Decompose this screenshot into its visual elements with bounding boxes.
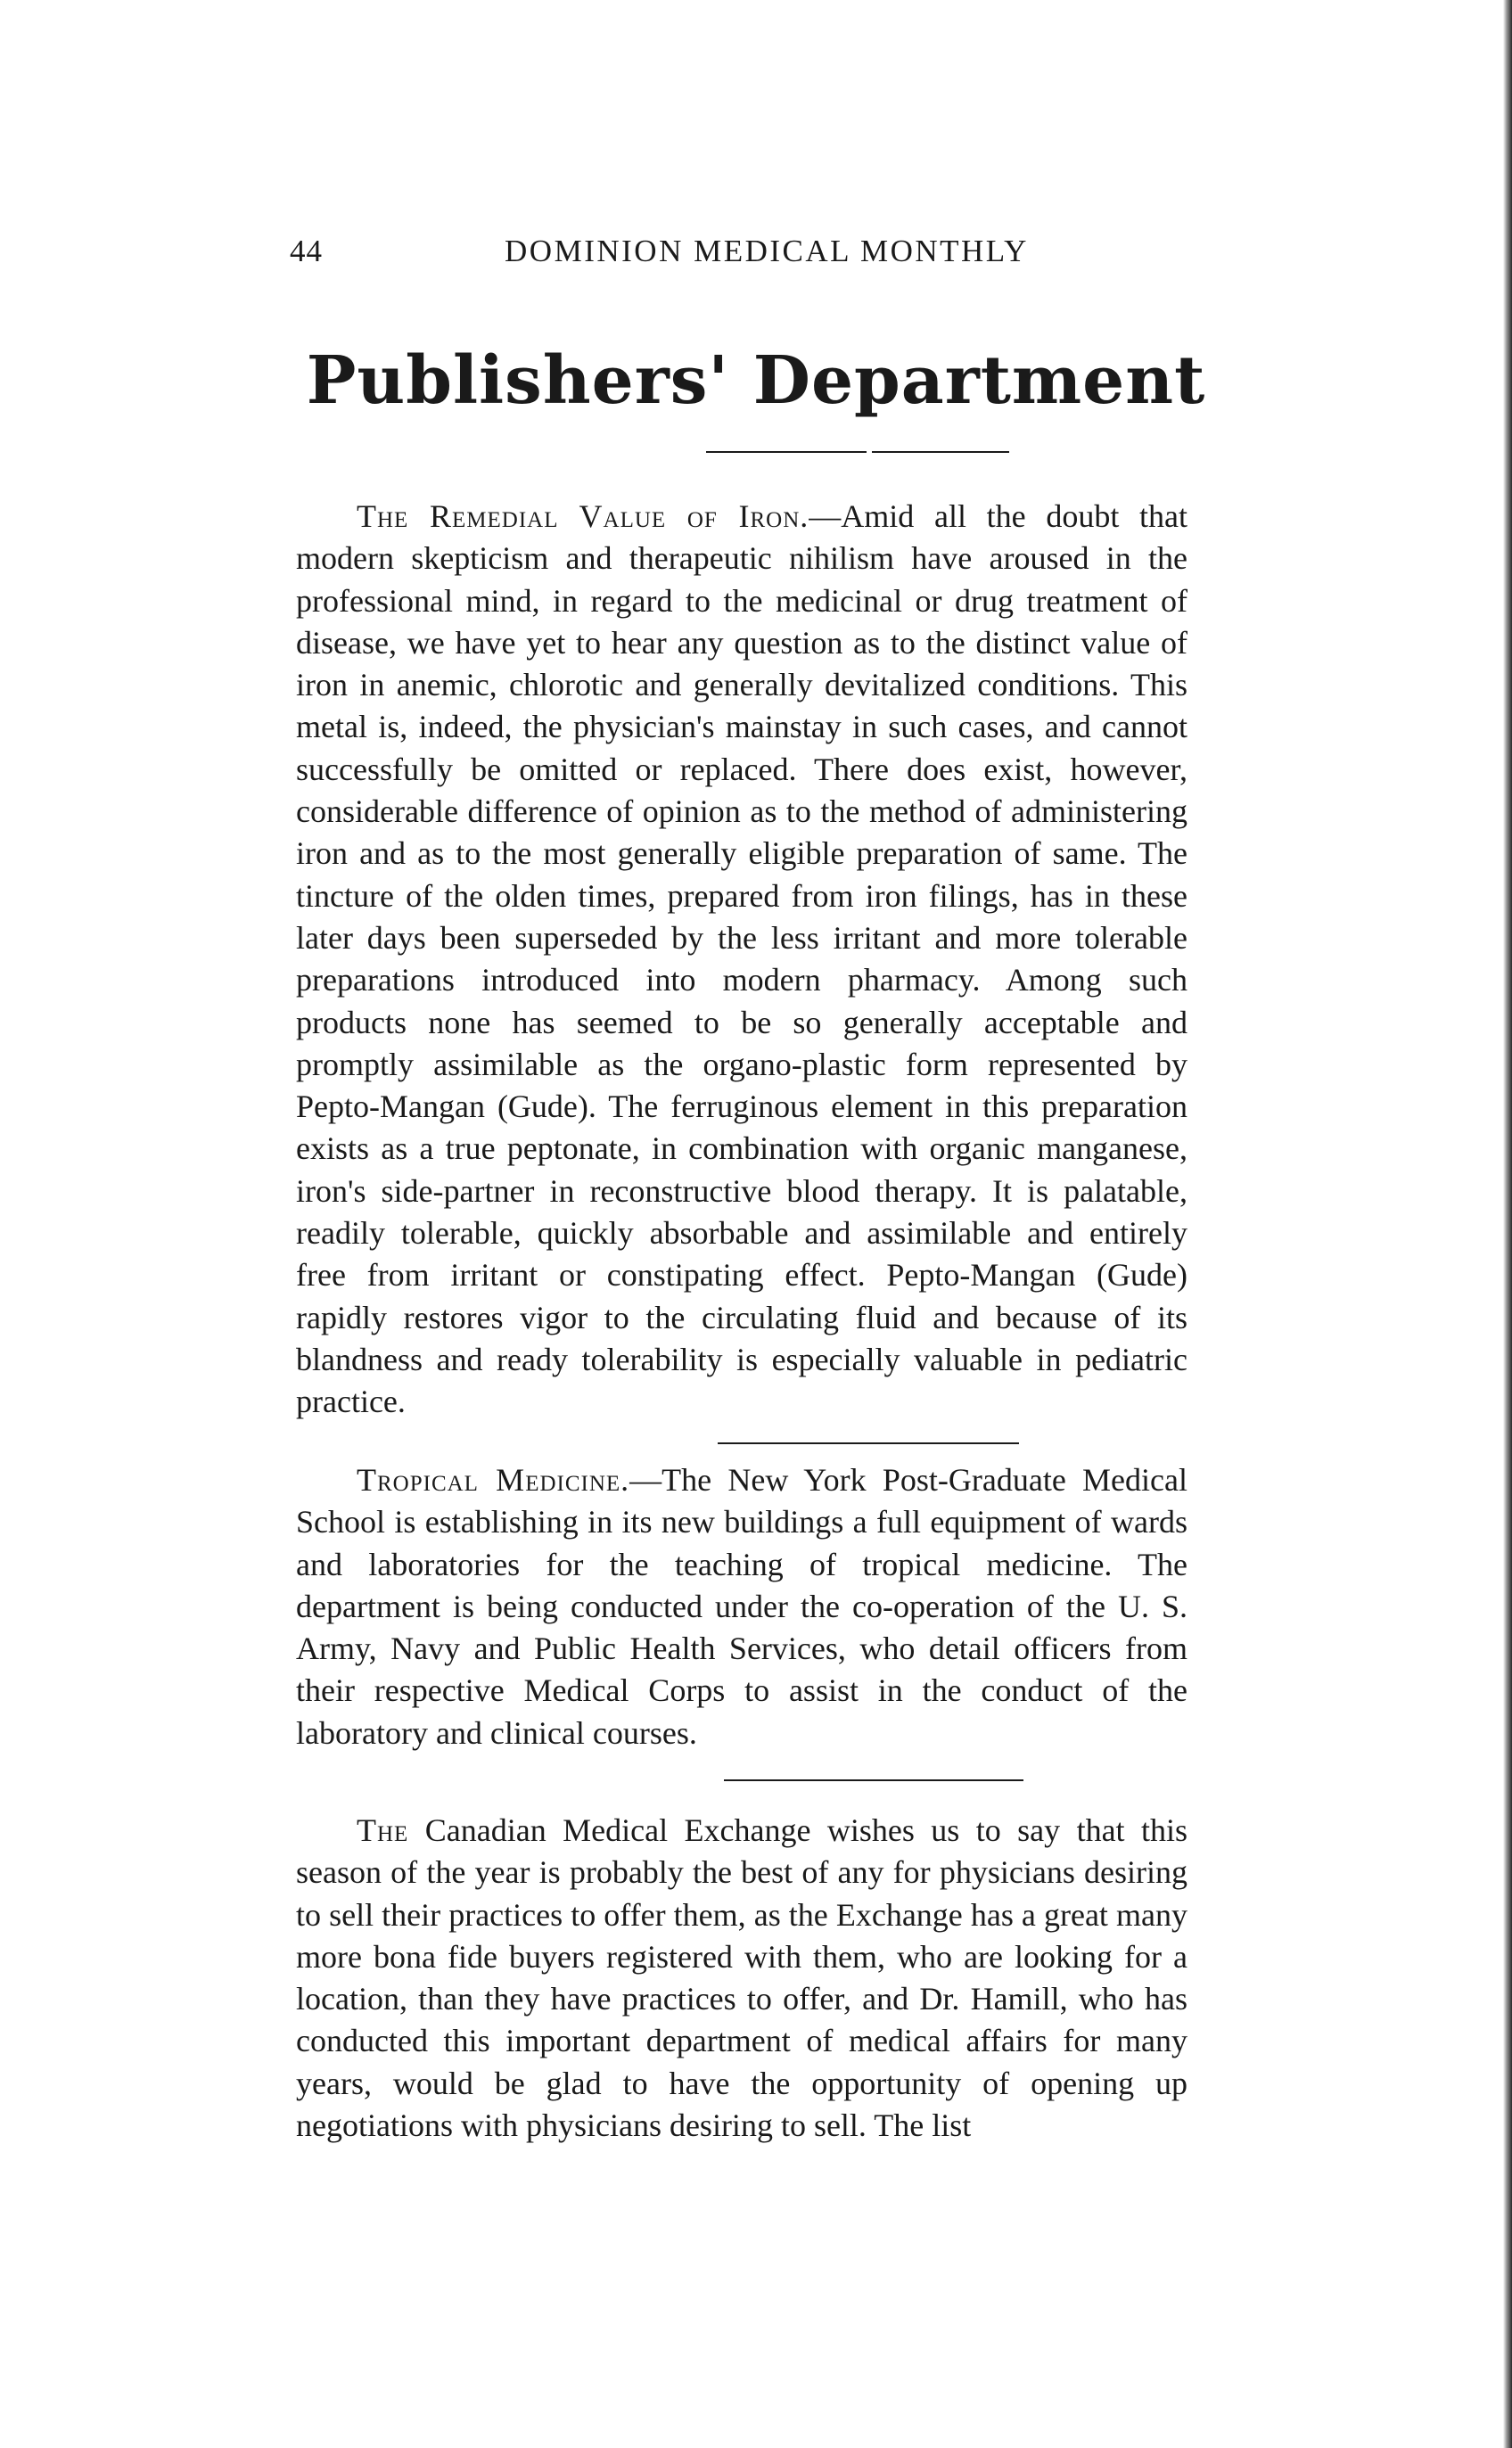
journal-title: DOMINION MEDICAL MONTHLY: [505, 234, 1029, 268]
paragraph-body: —The New York Post-Graduate Medical School is establishing in its new buildings a full equipment of wards and laboratories for the teaching of tropical medicine. The department is being conducted under the co-operation of the U. S. Army, Navy and Public Health Services, who detail officers from their respective Medical Corps to assist in the conduct of the laboratory and clinical courses.: [296, 1462, 1187, 1751]
paragraph-heading: The: [357, 1812, 409, 1848]
article-medical-exchange: [296, 1810, 1187, 2147]
article-remedial-iron: [296, 496, 1187, 1424]
section-divider: [718, 1442, 1019, 1444]
paragraph-heading: Tropical Medicine.: [357, 1462, 630, 1498]
running-header: [290, 234, 1190, 273]
title-divider-left: [706, 451, 867, 453]
paragraph-medical-exchange: [296, 1810, 1187, 2147]
paragraph-remedial-iron: [296, 496, 1187, 1424]
section-divider: [724, 1779, 1023, 1781]
paragraph-tropical-medicine: [296, 1459, 1187, 1754]
paragraph-body: —Amid all the doubt that modern skepticism and therapeutic nihilism have aroused in the professional mind, in regard to the medicinal or drug treatment of disease, we have yet to hear any question as to the distinct value of iron in anemic, chlorotic and generally devitalized conditions. This metal is, indeed, the physician's mainstay in such cases, and cannot successfully be omitted or replaced. There does exist, however, considerable difference of opinion as to the method of administering iron and as to the most generally eligible preparation of same. The tincture of the olden times, prepared from iron filings, has in these later days been superseded by the less irritant and more tolerable preparations introduced into modern pharmacy. Among such products none has seemed to be so generally acceptable and promptly assimilable as the organo-plastic form represented by Pepto-Mangan (Gude). The ferruginous element in this preparation exists as a true peptonate, in combination with organic manganese, iron's side-partner in reconstructive blood therapy. It is palatable, readily tolerable, quickly absorbable and assimilable and entirely free from irritant or constipating effect. Pepto-Mangan (Gude) rapidly restores vigor to the circulating fluid and because of its blandness and ready tolerability is especially valuable in pediatric practice.: [296, 498, 1188, 1420]
department-title: Publishers' Department: [306, 342, 1206, 419]
paragraph-heading: The Remedial Value of Iron.: [357, 498, 809, 534]
title-divider-right: [872, 451, 1009, 453]
article-tropical-medicine: [296, 1459, 1187, 1754]
paragraph-body: Canadian Medical Exchange wishes us to say that this season of the year is probably the best of any for physicians desiring to sell their practices to offer them, as the Exchange has a great many more bona fide buyers registered with them, who are looking for a location, than they have practices to offer, and Dr. Hamill, who has conducted this important department of medical affairs for many years, would be glad to have the opportunity of opening up negotiations with physicians desiring to sell. The list: [296, 1812, 1187, 2144]
page-number: 44: [290, 234, 323, 268]
